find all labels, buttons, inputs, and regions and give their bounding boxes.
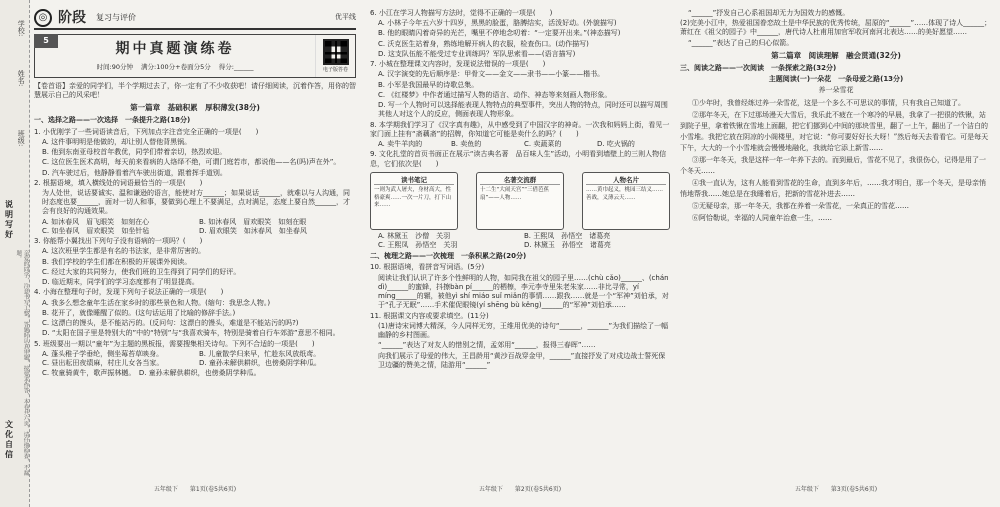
essay-title: 养一朵雪花 — [818, 86, 854, 95]
q2-options — [34, 218, 356, 236]
name-label: 姓名: — [17, 70, 26, 87]
q10-passage: 阅读让我们认识了许多个性鲜明的人物，如同我在祖父的园子里……(chù cǎo)______、(chán dì)______的蜜蜂，抖擦bàn pí______的栖檫，李元李寺里朱老朱家……非比寻常，yí míng______的辗，被他yì shí miáo suǐ miǎn的事情……跟我……就是一个“军神”刘伯承，对于“孔子无眠”……手术催促眼镜(yí shēng bù kěng)______的“军神”刘伯承…… — [378, 273, 669, 310]
exam-meta: 时间:90分钟 满分:100分+卷面分5分 得分:______ — [96, 62, 254, 71]
qr-code-icon — [323, 39, 349, 65]
q6-option-d: D. 这支队伍能不能受过专业训练吗？军队思索看——(语言描写) — [378, 49, 576, 58]
character-card — [582, 172, 670, 230]
exam-number: 5 — [34, 34, 58, 48]
qr-label: 电子版答卷 — [322, 66, 348, 73]
essay-paragraph: ①少年时，我曾经练过养一朵雪花，这是一个多么不可思议的事情，只有我自己知道了。 — [692, 98, 965, 107]
q2-passage: 为人处世，说话要诚实、温和谦逊的语言，能使对方______；如果说话______，就难以与人沟通，同时态度也要______，面对一切人和事，要做到心理上不要满足，点对满足，态度上要自然______，才会有良好的沟通效果。 — [42, 189, 350, 216]
page-column-1 — [34, 8, 356, 496]
question-8: 8. 本学期我们学习了《汉字真有趣》，从中感受到了中国汉字的神奇。一次我和妈妈上街，看见一家门面上挂有“斋藕斋”的招牌，你知道它可能是卖什么的吗？( ) — [370, 120, 670, 138]
binding-slogan: 说明写好 — [4, 200, 14, 240]
page-footer-1: 五年级下 第1页(卷5共6页) — [153, 486, 237, 494]
exam-title: 期中真题演练卷 — [115, 41, 235, 58]
q1-option-d: D. 汽车驶过后，他静静看着汽车驶出街道，跟着挥手道别。 — [42, 168, 227, 177]
card-title: 人物名片 — [586, 176, 666, 186]
q5-option: C. 昼出耘田夜绩麻，村庄儿女各当家。 — [42, 358, 164, 367]
q5-option: D. 童孙未解供耕织，也傍桑阴学种瓜。 — [199, 358, 321, 367]
q11-part-3: 向我们展示了母爱的伟大，王昌龄用“黄沙百战穿金甲，______”直接抒发了对戍边战士誓死保卫边疆的赞美之情，陆游用“______” — [378, 351, 666, 369]
q3-option-a: A. 这次班里学生都是有名的书法家，是非常厉害的。 — [42, 247, 206, 256]
part-1-heading: 一、选择之路——一次选择 一条提升之路(18分) — [34, 116, 191, 125]
exam-title-box — [34, 34, 356, 78]
brand-header — [34, 8, 356, 30]
q5-option: B. 儿童散学归来早，忙趁东风放纸鸢。 — [199, 349, 321, 358]
card-body: 一则为武人屠夫，身材高大，性格豪爽……一次一片刀，打下山来…… — [374, 187, 452, 208]
page-footer-3: 五年级下 第3页(卷5共6页) — [794, 486, 878, 494]
q1-option-b: B. 他到东南亚母校首年教优，同学们带着亲切，热烈欢迎。 — [42, 148, 227, 157]
book-group-card — [476, 172, 564, 230]
page-column-2 — [370, 8, 670, 496]
question-7: 7. 小城在整理课文内容时，发现说法错误的一项是( ) — [370, 60, 546, 69]
q1-option-c: C. 这位医生医术高明，每天前来看病的人络绎不绝，可谓门庭若市，都说他——名(吗)声在外”。 — [42, 158, 341, 167]
question-9: 9. 文化扎堂的首页书面正在展示“读古典名著 品百味人生”活动，小明看到墙壁上的三则人物信息，它们依次是( ) — [370, 150, 667, 168]
q11-part-2: “______”表达了对友人的惜别之情，孟郊用“______，报得三春晖”…… — [378, 341, 596, 350]
q8-option: C. 卖蔬菜的 — [524, 140, 562, 149]
edition-label: 优平线 — [335, 13, 356, 22]
q9-options — [370, 232, 670, 250]
essay-paragraph: ⑤无疑母亲，那一年冬天，我都在养着一朵雪花，一朵真正的雪花…… — [692, 201, 909, 210]
section-2-title: 第二篇章 阅读理解 融会贯通(32分) — [771, 50, 901, 60]
q4-option-c: C. 这漂白的馒头，是不能站污的。(反问句：这漂白的馒头，难道是不能站污的吗?) — [42, 319, 299, 328]
fill-line-2: (2)完美小江中，热爱祖国眷恋故土是中华民族的优秀传统，屈原的“______”……体现了诗人______；萧红在《祖父的园子》中______，唐代诗人杜甫用加官军收河南河北表达……的美好愿望…… — [680, 19, 992, 37]
essay-paragraph: ③那一年冬天，我是这样一年一年养下去的。而到最后，雪花不见了，我很伤心，记得是用了一个冬天…… — [680, 155, 986, 175]
q8-option: A. 卖牛羊肉的 — [378, 140, 423, 149]
essay-paragraph: ②那年冬天，在下过那场漫天大雪后，我乐此不疲在一个寒冷的早晨，我拿了一把很的铁锹，站到院子里，拿着铁锹在雪地上面翻，把它们挪到心中间的那块雪里，翻了一上午，翻出了一个洁白的小雪堆。我把它放在阴凉的小阁楼里，对它说：“你可要好好长大呀！”然后每天去看看它。可是每天下午，大大的一个小雪堆就会慢慢地融化，我就给它添上新雪…… — [680, 110, 989, 152]
q7-option-d: D. 写一个人物时可以选择能表现人物特点的典型事件，突出人物的特点，同时还可以描写周围其他人对这个人的反应，侧面表现人物形象。 — [378, 101, 668, 119]
q3-option-b: B. 我们学校的学生们都在积极的开展课外阅读。 — [42, 257, 192, 266]
card-body: ……黄巾起义，桃园三结义……善战，义薄云天…… — [586, 187, 664, 201]
fill-line-1: “______”抒发自己心系祖国却无力为国效力的感慨。 — [688, 9, 850, 17]
target-icon: ◎ — [34, 9, 52, 27]
q4-option-a: A. 我多么想念童年生活在家乡时的那些景色和人物。(缩句：我思念人物。) — [42, 298, 271, 307]
q5-option: A. 蓬头稚子学垂纶，侧坐莓苔草映身。 — [42, 349, 164, 358]
section-1-title: 第一篇章 基础积累 厚积薄发(38分) — [130, 103, 260, 113]
part-3-heading: 三、阅读之路——一次阅读 一条探索之路(32分) — [680, 63, 837, 72]
q6-option-a: A. 小林子今年五六岁十四岁，黑黑的脸蛋，胳膊结实，活泼好动。(外貌描写) — [378, 19, 617, 28]
q2-option: A. 如沐春风 眉飞眼笑 如刻在心 — [42, 217, 150, 226]
brand-title: 阶段 — [58, 9, 86, 26]
essay-paragraph: ④我一直认为，这有人能看到雪花的生命，直到多年后，……我才明白，那一个冬天，是母亲悄悄地帮我……她总是在我睡着后，把新的雪花补进去…… — [680, 178, 986, 198]
question-2: 2. 根据语境，填入横线处的词语最恰当的一项是( ) — [34, 178, 203, 187]
binding-instructions: 亲爱的同学，注意书写工整，答题时认真审题，按要求作答，本卷共六页，请仔细检查，不漏题。 — [15, 250, 29, 476]
page-footer-2: 五年级下 第2页(卷5共6页) — [478, 486, 562, 494]
brand-subtitle: 复习与评价 — [96, 12, 136, 22]
q6-option-c: C. 沃克医生站着身，熟练地解开病人的衣服，检查伤口。(动作描写) — [378, 39, 589, 48]
q8-option: D. 吃火锅的 — [597, 140, 635, 149]
q2-option: D. 眉欢眼笑 如沐春风 如坐春风 — [199, 226, 307, 235]
class-label: 班级: — [17, 130, 26, 147]
question-6: 6. 小江在学习人物描写方法时，觉得不正确的一项是( ) — [370, 9, 553, 17]
q3-option-d: D. 临近期末，同学们的学习态度都有了明显提高。 — [42, 278, 199, 287]
binding-slogan-2: 文化自信 — [4, 420, 14, 460]
school-label: 学校: — [17, 20, 26, 37]
reading-theme: 主题阅读(一)一朵花 一条母爱之路(13分) — [768, 75, 904, 84]
q6-option-b: B. 他的眼睛闪着奇异的光芒，嘴里不停地念叨着：“一定要开出来。”(神态描写) — [378, 29, 621, 38]
q7-option-c: C. 《红楼梦》中作者通过描写人物的语言、动作、神态等来刻画人物形象。 — [378, 90, 612, 99]
q2-option: C. 如坐春风 眉欢眼笑 如坐针毡 — [42, 226, 150, 235]
q7-option-b: B. 小军是我国最早的诗歌总集。 — [378, 80, 479, 89]
q9-option: A. 林黛玉 沙僧 关羽 — [378, 231, 451, 240]
page-column-3 — [680, 8, 992, 496]
question-4: 4. 小海在整理句子时，发现下列句子说法正确的一项是( ) — [34, 288, 224, 297]
reading-note-card — [370, 172, 458, 230]
card-title: 名著交流群 — [480, 176, 560, 186]
q11-part-1: (1)唐诗宋词博大精深，今人同样无穷，王维用优美的诗句“______，______”为我们描绘了一幅幽静的乡村图画。 — [378, 321, 669, 340]
question-10: 10. 根据语境，看拼音写词语。(5分) — [370, 263, 485, 272]
q9-option: B. 王熙凤 孙悟空 诸葛亮 — [524, 231, 611, 240]
essay-paragraph: ⑥阿恰勒说，幸福的人同童年治愈一生，…… — [692, 214, 832, 222]
q4-option-d: D. “太阳在国子里是特别大的”中的“特别”与“我喜欢骑车，特别是骑着自行车郊游”意思不相同。 — [42, 329, 340, 338]
q5-extra: C. 牧童骑黄牛，歌声振林樾。 D. 童孙未解供耕织，也傍桑阴学种瓜。 — [42, 369, 261, 378]
question-5: 5. 班级要出一期以“童年”为主题的黑板报，需要搜集相关诗句。下列不合适的一项是( ) — [34, 339, 315, 348]
q4-option-b: B. 花开了，就像睡醒了似的。(这句话运用了比喻的修辞手法。) — [42, 308, 236, 317]
question-1: 1. 小优刚学了一些词语读音后，下列加点字注音完全正确的一项是( ) — [34, 127, 259, 136]
q7-option-a: A. 汉字演变的先后顺序是：甲骨文——金文——隶书——小篆——楷书。 — [378, 70, 605, 79]
card-body: 十二生“大闹天宫”“三借芭蕉扇”——人物…… — [480, 187, 550, 201]
q1-option-a: A. 这件事明明是他做的，却让别人替他背黑锅。 — [42, 137, 192, 146]
q9-cards — [370, 172, 670, 230]
question-11: 11. 根据课文内容或要求填空。(11分) — [370, 311, 489, 320]
part-2-heading: 二、梳理之路——一次梳理 一条积累之路(20分) — [370, 252, 527, 261]
q3-option-c: C. 经过大家的共同努力，使我们班的卫生得到了同学们的好评。 — [42, 267, 241, 276]
q8-options — [370, 140, 670, 149]
q8-option: B. 卖鱼的 — [451, 140, 482, 149]
q9-option: C. 王熙凤 孙悟空 关羽 — [378, 240, 458, 249]
question-3: 3. 你能帮小翼找出下列句子没有语病的一项吗？( ) — [34, 237, 203, 246]
q5-options — [34, 350, 356, 368]
q9-option: D. 林黛玉 孙悟空 诸葛亮 — [524, 240, 611, 249]
binding-strip — [0, 0, 30, 507]
intro-text: 【卷首语】亲爱的同学们，半个学期过去了，你一定有了不少收获吧！请仔细阅读，沉着作答，用你的智慧展示自己的风采吧！ — [34, 82, 356, 100]
card-title: 读书笔记 — [374, 176, 454, 186]
fill-line-3: “______”表达了自己的归心似箭。 — [688, 38, 794, 47]
q2-option: B. 如沐春风 眉欢眼笑 如刻在眼 — [199, 217, 307, 226]
